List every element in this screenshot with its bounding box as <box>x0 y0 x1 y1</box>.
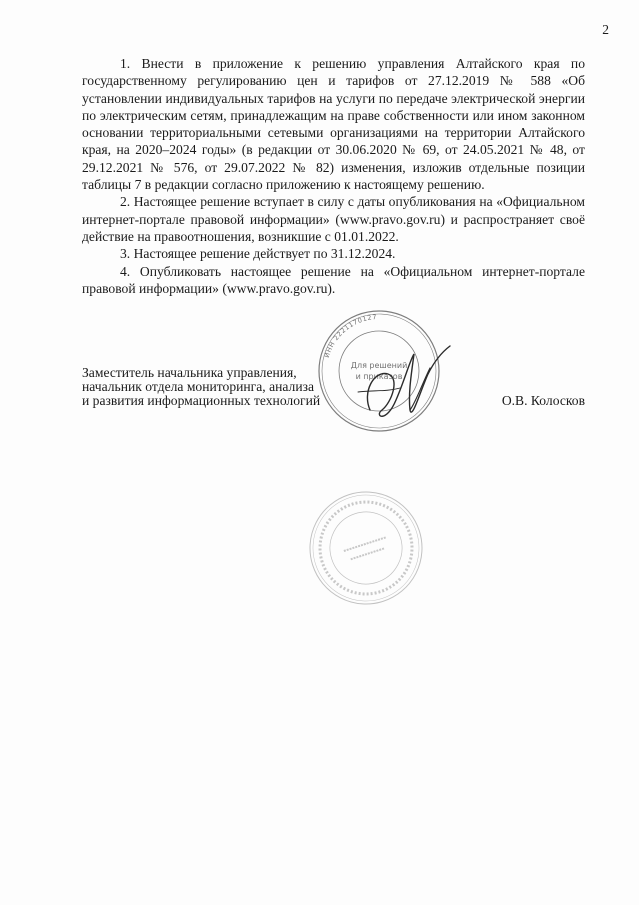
paragraph-3: 3. Настоящее решение действует по 31.12.2024. <box>120 246 396 262</box>
signature-block <box>82 366 585 426</box>
signer-name: О.В. Колосков <box>501 393 585 408</box>
signer-position-line-2: начальник отдела мониторинга, анализа <box>82 379 315 395</box>
stamp-inn-text: ИНН 2221170127 <box>322 312 378 359</box>
stamp-center-line-2: и приказов <box>355 372 403 381</box>
bleed-through-stamp <box>306 488 426 608</box>
paragraph-4: 4. Опубликовать настоящее решение на «Официальном интернет-портале правовой информации» (www.pravo.gov.ru). <box>82 263 585 296</box>
stamp-center-line-1: Для решений <box>350 361 408 370</box>
signer-position-line-3: и развития информационных технологий <box>82 393 321 409</box>
signer-position <box>82 366 342 409</box>
paragraph-1: 1. Внести в приложение к решению управления Алтайского края по государственному регулированию цен и тарифов от 27.12.2019 № 588 «Об установлении индивидуальных тарифов на услуги по передаче электрической энергии по электрическим сетям, принадлежащим на праве собственности или ином законном основании территориальными сетевыми организациями на территории Алтайского края, на 2020–2024 годы» (в редакции от 30.06.2020 № 69, от 24.05.2021 № 48, от 29.12.2021 № 576, от 29.07.2022 № 82) изменения, изложив отдельные позиции таблицы 7 в редакции согласно приложению к настоящему решению. <box>82 56 585 193</box>
paragraph-2: 2. Настоящее решение вступает в силу с даты опубликования на «Официальном интернет-портале правовой информации» (www.pravo.gov.ru) и распространяет своё действие на правоотношения, возникшие с 01.01.2022. <box>82 194 585 244</box>
signer-position-line-1: Заместитель начальника управления, <box>82 365 297 380</box>
document-body <box>82 55 585 297</box>
page-number: 2 <box>602 22 609 37</box>
